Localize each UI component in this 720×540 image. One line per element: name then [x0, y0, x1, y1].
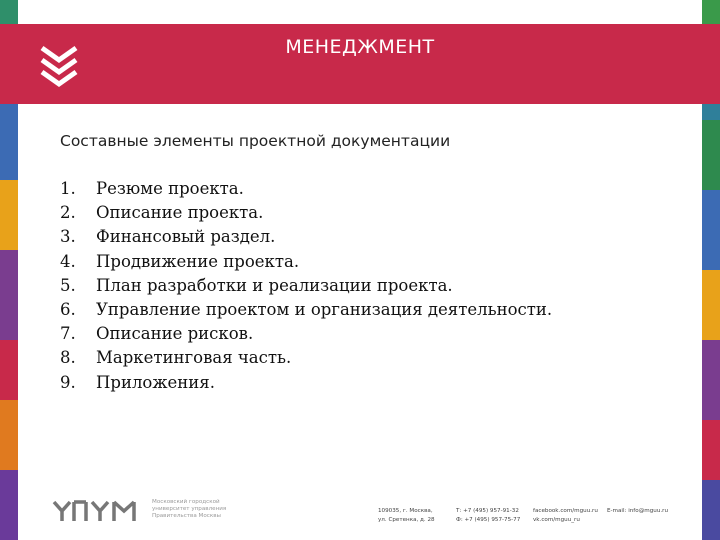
footer-email[interactable]: E-mail: info@mguu.ru [607, 508, 668, 514]
list-item: 3. Финансовый раздел. [60, 227, 276, 247]
list-item: 8. Маркетинговая часть. [60, 348, 292, 368]
list-item: 9. Приложения. [60, 372, 215, 392]
university-name: Московский городской университет управления Правительства Москвы [152, 499, 227, 520]
footer-address: 109035, г. Москва, ул. Сретенка, д. 28 [378, 508, 435, 523]
list-item: 7. Описание рисков. [60, 324, 254, 344]
university-logo-icon [52, 499, 144, 523]
list-item: 2. Описание проекта. [60, 203, 264, 223]
vk-link[interactable]: vk.com/mguu_ru [533, 517, 580, 523]
facebook-link[interactable]: facebook.com/mguu.ru [533, 508, 598, 514]
footer-social [533, 507, 598, 525]
list-item: 5. План разработки и реализации проекта. [60, 275, 453, 295]
numbered-list [60, 177, 552, 395]
section-subtitle: Составные элементы проектной документации [60, 132, 451, 150]
page-title: МЕНЕДЖМЕНТ [285, 36, 435, 58]
footer-phones: Т: +7 (495) 957-91-32 Ф: +7 (495) 957-75-77 [456, 508, 521, 523]
list-item: 6. Управление проектом и организация деятельности. [60, 299, 553, 319]
list-item: 4. Продвижение проекта. [60, 251, 300, 271]
header-band [0, 24, 720, 104]
footer [0, 495, 720, 535]
list-item: 1. Резюме проекта. [60, 179, 244, 198]
